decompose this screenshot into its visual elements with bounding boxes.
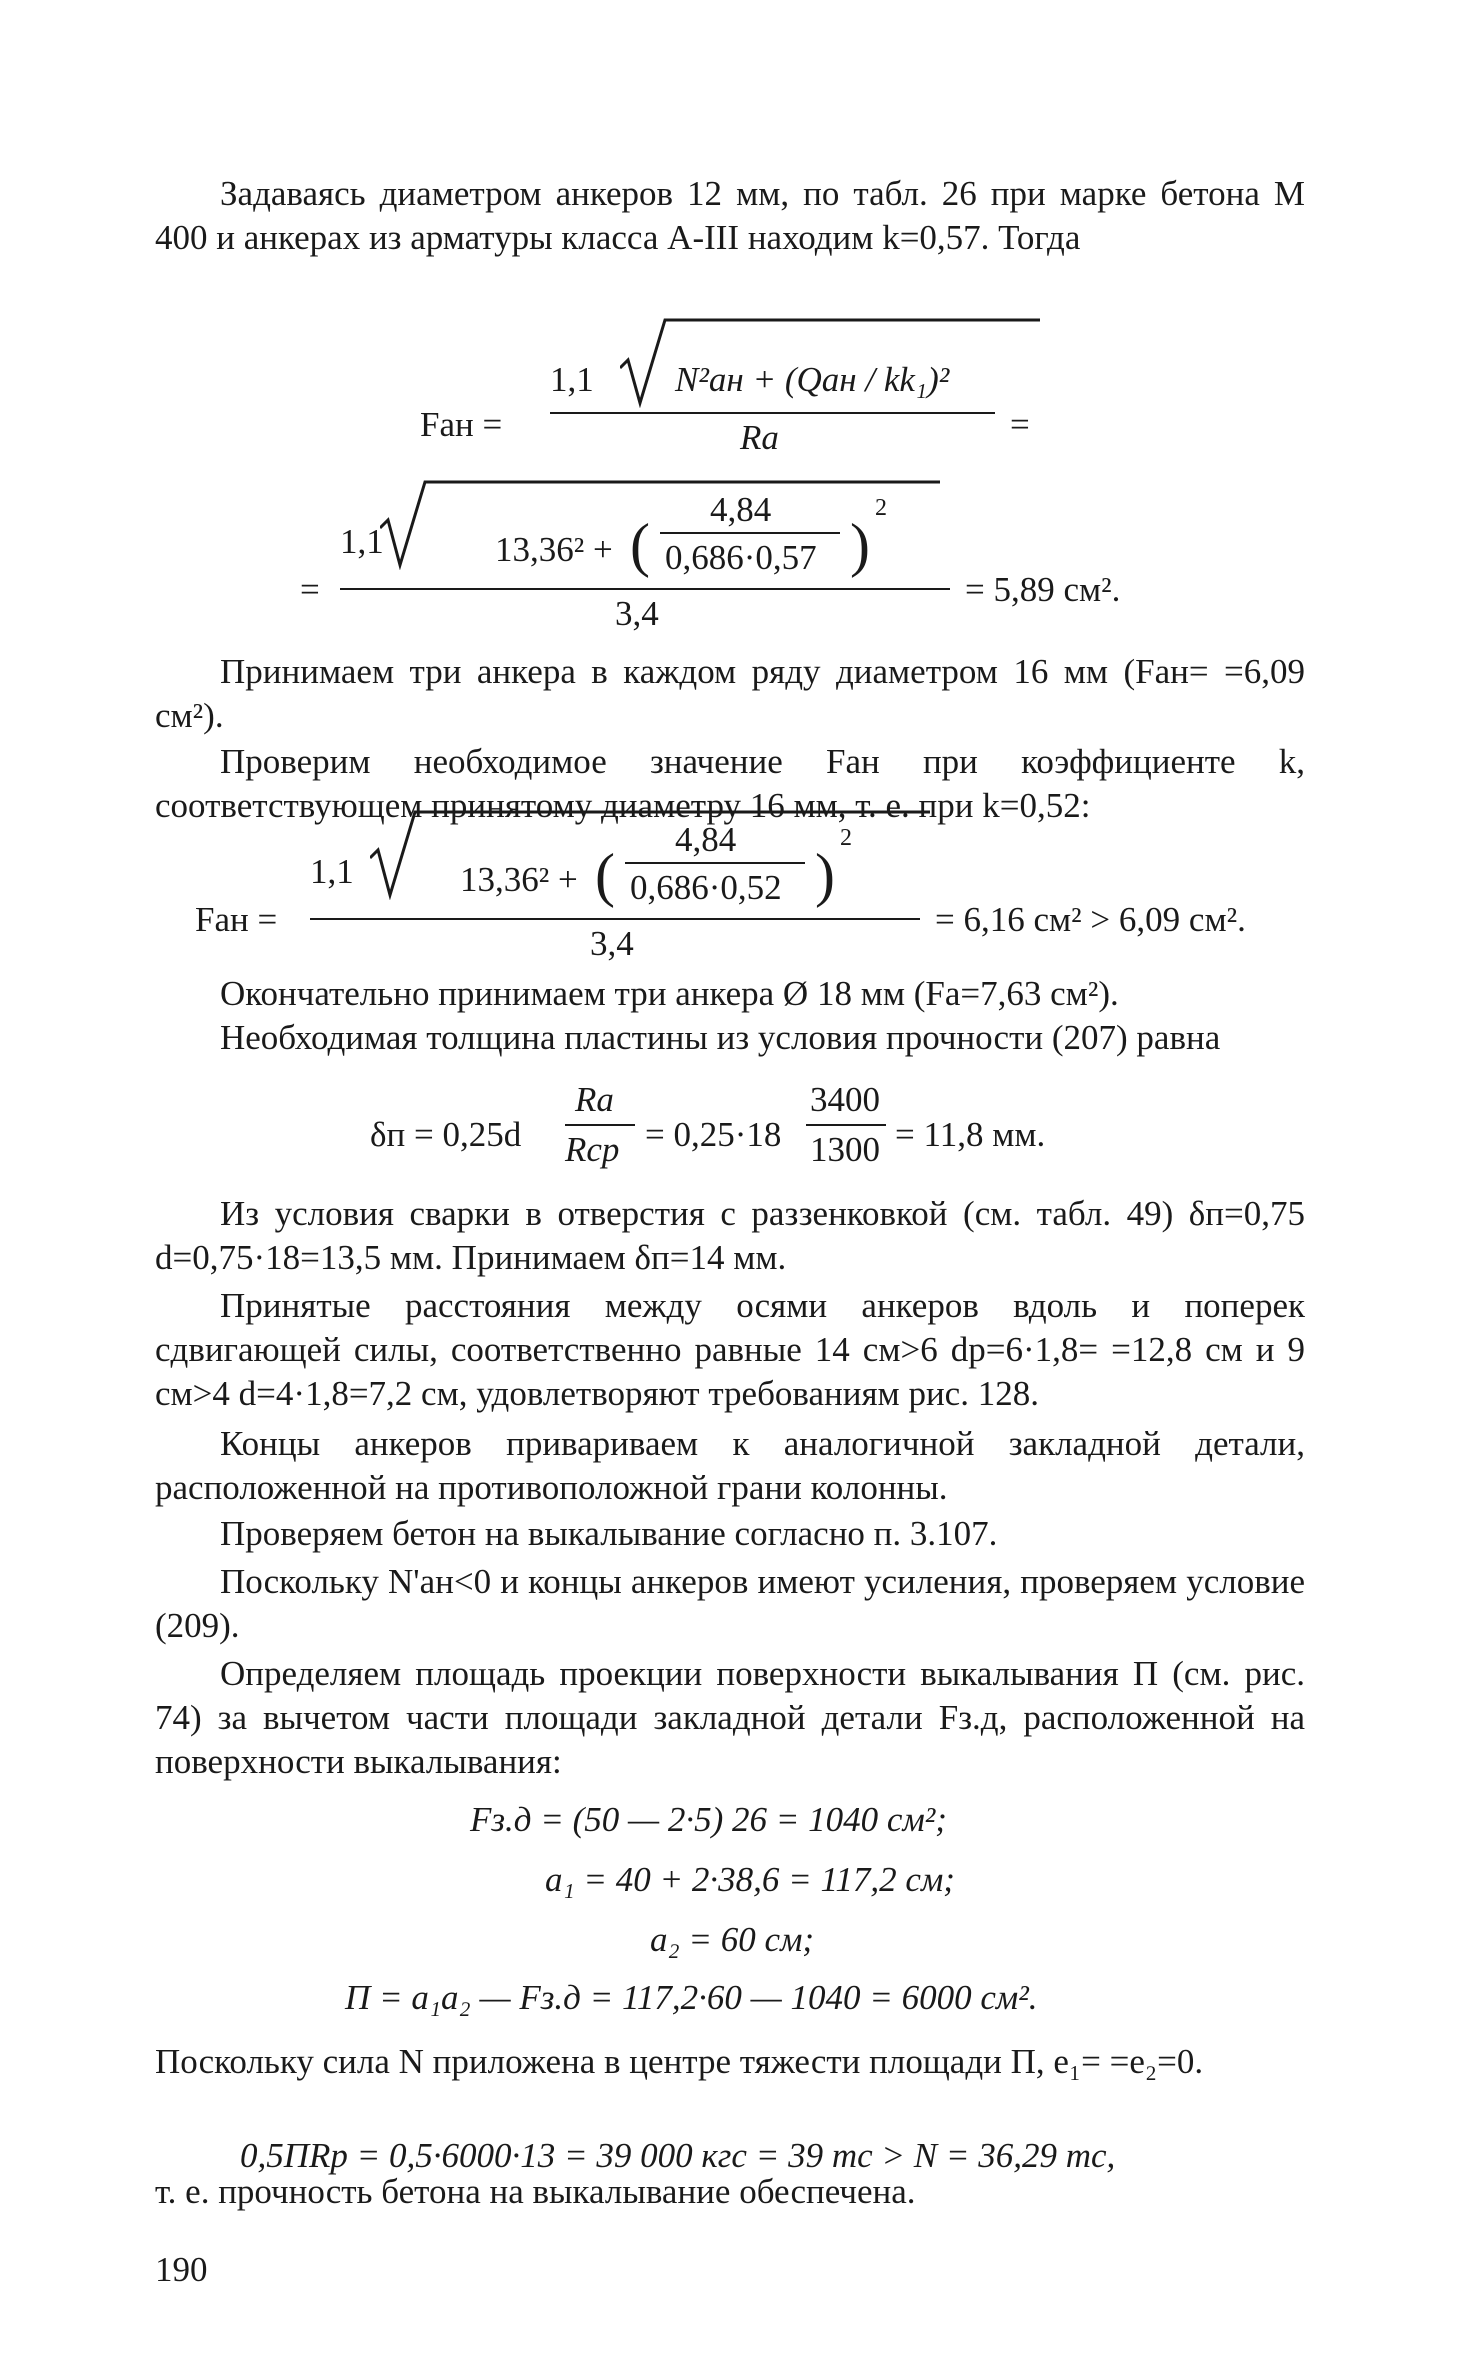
paragraph-6-text: Из условия сварки в отверстия с раззенковкой (см. табл. 49) δп=0,75 d=0,75·18=13,5 мм. Принимаем δп=14 мм.	[155, 1194, 1305, 1277]
equation-a1	[545, 1860, 955, 1900]
eq1-denominator: Rа	[740, 418, 779, 457]
paragraph-13	[155, 2170, 1305, 2214]
eq3-fraction-bar	[310, 918, 920, 920]
eq2-result: = 5,89 см².	[965, 570, 1121, 609]
eq2-exponent: 2	[875, 495, 887, 521]
eq4-result: = 11,8 мм.	[895, 1115, 1046, 1154]
paragraph-5-text: Необходимая толщина пластины из условия прочности (207) равна	[220, 1018, 1221, 1057]
paragraph-9	[155, 1512, 1305, 1556]
eq2-right-paren: )	[850, 512, 870, 578]
eq2-equals: =	[300, 570, 320, 609]
paragraph-12-text: Поскольку сила N приложена в центре тяжести площади П, e₁= =e₂=0.	[155, 2042, 1204, 2081]
eq3-inner-denominator: 0,686·0,52	[630, 868, 782, 907]
paragraph-4	[155, 972, 1305, 1016]
eq8-text: П = a₁a₂ — Fз.д = 117,2·60 — 1040 = 6000 см².	[345, 1978, 1038, 2017]
eq2-coef: 1,1	[340, 522, 384, 561]
paragraph-11	[155, 1652, 1305, 1784]
eq1-radicand: N²ан + (Qан / kk₁)²	[675, 360, 950, 399]
eq2-inner-denominator: 0,686·0,57	[665, 538, 817, 577]
eq3-coef: 1,1	[310, 852, 354, 891]
equation-a2	[650, 1920, 814, 1960]
eq4-fraction2-numerator: 3400	[810, 1080, 880, 1119]
paragraph-2-text: Принимаем три анкера в каждом ряду диаметром 16 мм (Fан= =6,09 см²).	[155, 652, 1305, 735]
eq3-result: = 6,16 см² > 6,09 см².	[935, 900, 1246, 939]
eq2-inner-numerator: 4,84	[710, 490, 772, 529]
paragraph-8	[155, 1422, 1305, 1510]
eq7-text: a₂ = 60 см;	[650, 1920, 815, 1959]
paragraph-10-text: Поскольку N'ан<0 и концы анкеров имеют усиления, проверяем условие (209).	[155, 1562, 1305, 1645]
paragraph-11-text: Определяем площадь проекции поверхности выкалывания П (см. рис. 74) за вычетом части площади закладной детали Fз.д, расположенной на поверхности выкалывания:	[155, 1654, 1305, 1781]
eq3-radicand-a: 13,36² +	[460, 860, 578, 899]
eq1-fraction-bar	[550, 412, 995, 414]
paragraph-8-text: Концы анкеров привариваем к аналогичной закладной детали, расположенной на противоположной грани колонны.	[155, 1424, 1305, 1507]
equation-fan-057	[300, 470, 1200, 640]
eq4-lhs: δп = 0,25d	[370, 1115, 522, 1154]
paragraph-13-text: т. е. прочность бетона на выкалывание обеспечена.	[155, 2172, 916, 2211]
paragraph-7-text: Принятые расстояния между осями анкеров вдоль и поперек сдвигающей силы, соответственно равные 14 см>6 dр=6·1,8= =12,8 см и 9 см>4 d=4·1,8=7,2 см, удовлетворяют требованиям рис. 128.	[155, 1286, 1305, 1413]
paragraph-12	[155, 2040, 1305, 2084]
page-number: 190	[155, 2250, 208, 2289]
paragraph-4-text: Окончательно принимаем три анкера Ø 18 мм (Fа=7,63 см²).	[220, 974, 1119, 1013]
eq4-fraction1-denominator: Rср	[565, 1130, 620, 1169]
eq4-fraction1-bar	[565, 1124, 635, 1126]
equation-fzd	[470, 1800, 947, 1840]
eq2-radicand-a: 13,36² +	[495, 530, 613, 569]
eq1-coef: 1,1	[550, 360, 594, 399]
paragraph-2	[155, 650, 1305, 738]
eq4-middle: = 0,25·18	[645, 1115, 782, 1154]
eq4-fraction2-denominator: 1300	[810, 1130, 880, 1169]
paragraph-7	[155, 1284, 1305, 1416]
eq2-inner-bar	[660, 532, 840, 534]
eq2-fraction-bar	[340, 588, 950, 590]
eq3-denominator: 3,4	[590, 924, 634, 963]
eq2-denominator: 3,4	[615, 594, 659, 633]
eq3-lhs: Fан =	[195, 900, 278, 939]
paragraph-10	[155, 1560, 1305, 1648]
paragraph-6	[155, 1192, 1305, 1280]
paragraph-3-text: Проверим необходимое значение Fан при коэффициенте k, соответствующем принятому диаметру 16 мм, т. е. при k=0,52:	[155, 742, 1305, 825]
eq3-exponent: 2	[840, 825, 852, 851]
eq3-left-paren: (	[595, 842, 615, 908]
eq5-text: Fз.д = (50 — 2·5) 26 = 1040 см²;	[470, 1800, 947, 1839]
equation-plate-thickness	[370, 1080, 1170, 1190]
eq4-fraction1-numerator: Rа	[575, 1080, 614, 1119]
paragraph-1	[155, 172, 1305, 260]
paragraph-5	[155, 1016, 1305, 1060]
eq9-text: 0,5ПRр = 0,5·6000·13 = 39 000 кгс = 39 тс > N = 36,29 тс,	[240, 2136, 1116, 2175]
equation-p	[345, 1978, 1037, 2018]
equation-fan-general	[420, 300, 1040, 470]
eq4-fraction2-bar	[806, 1124, 886, 1126]
eq1-equals: =	[1010, 405, 1030, 444]
equation-fan-052	[195, 800, 1295, 970]
eq6-text: a₁ = 40 + 2·38,6 = 117,2 см;	[545, 1860, 955, 1899]
eq3-right-paren: )	[815, 842, 835, 908]
eq2-left-paren: (	[630, 512, 650, 578]
eq1-lhs: Fан =	[420, 405, 503, 444]
paragraph-9-text: Проверяем бетон на выкалывание согласно п. 3.107.	[220, 1514, 998, 1553]
eq3-inner-numerator: 4,84	[675, 820, 737, 859]
paragraph-1-text: Задаваясь диаметром анкеров 12 мм, по табл. 26 при марке бетона М 400 и анкерах из арматуры класса А-III находим k=0,57. Тогда	[155, 174, 1305, 257]
eq3-inner-bar	[625, 862, 805, 864]
